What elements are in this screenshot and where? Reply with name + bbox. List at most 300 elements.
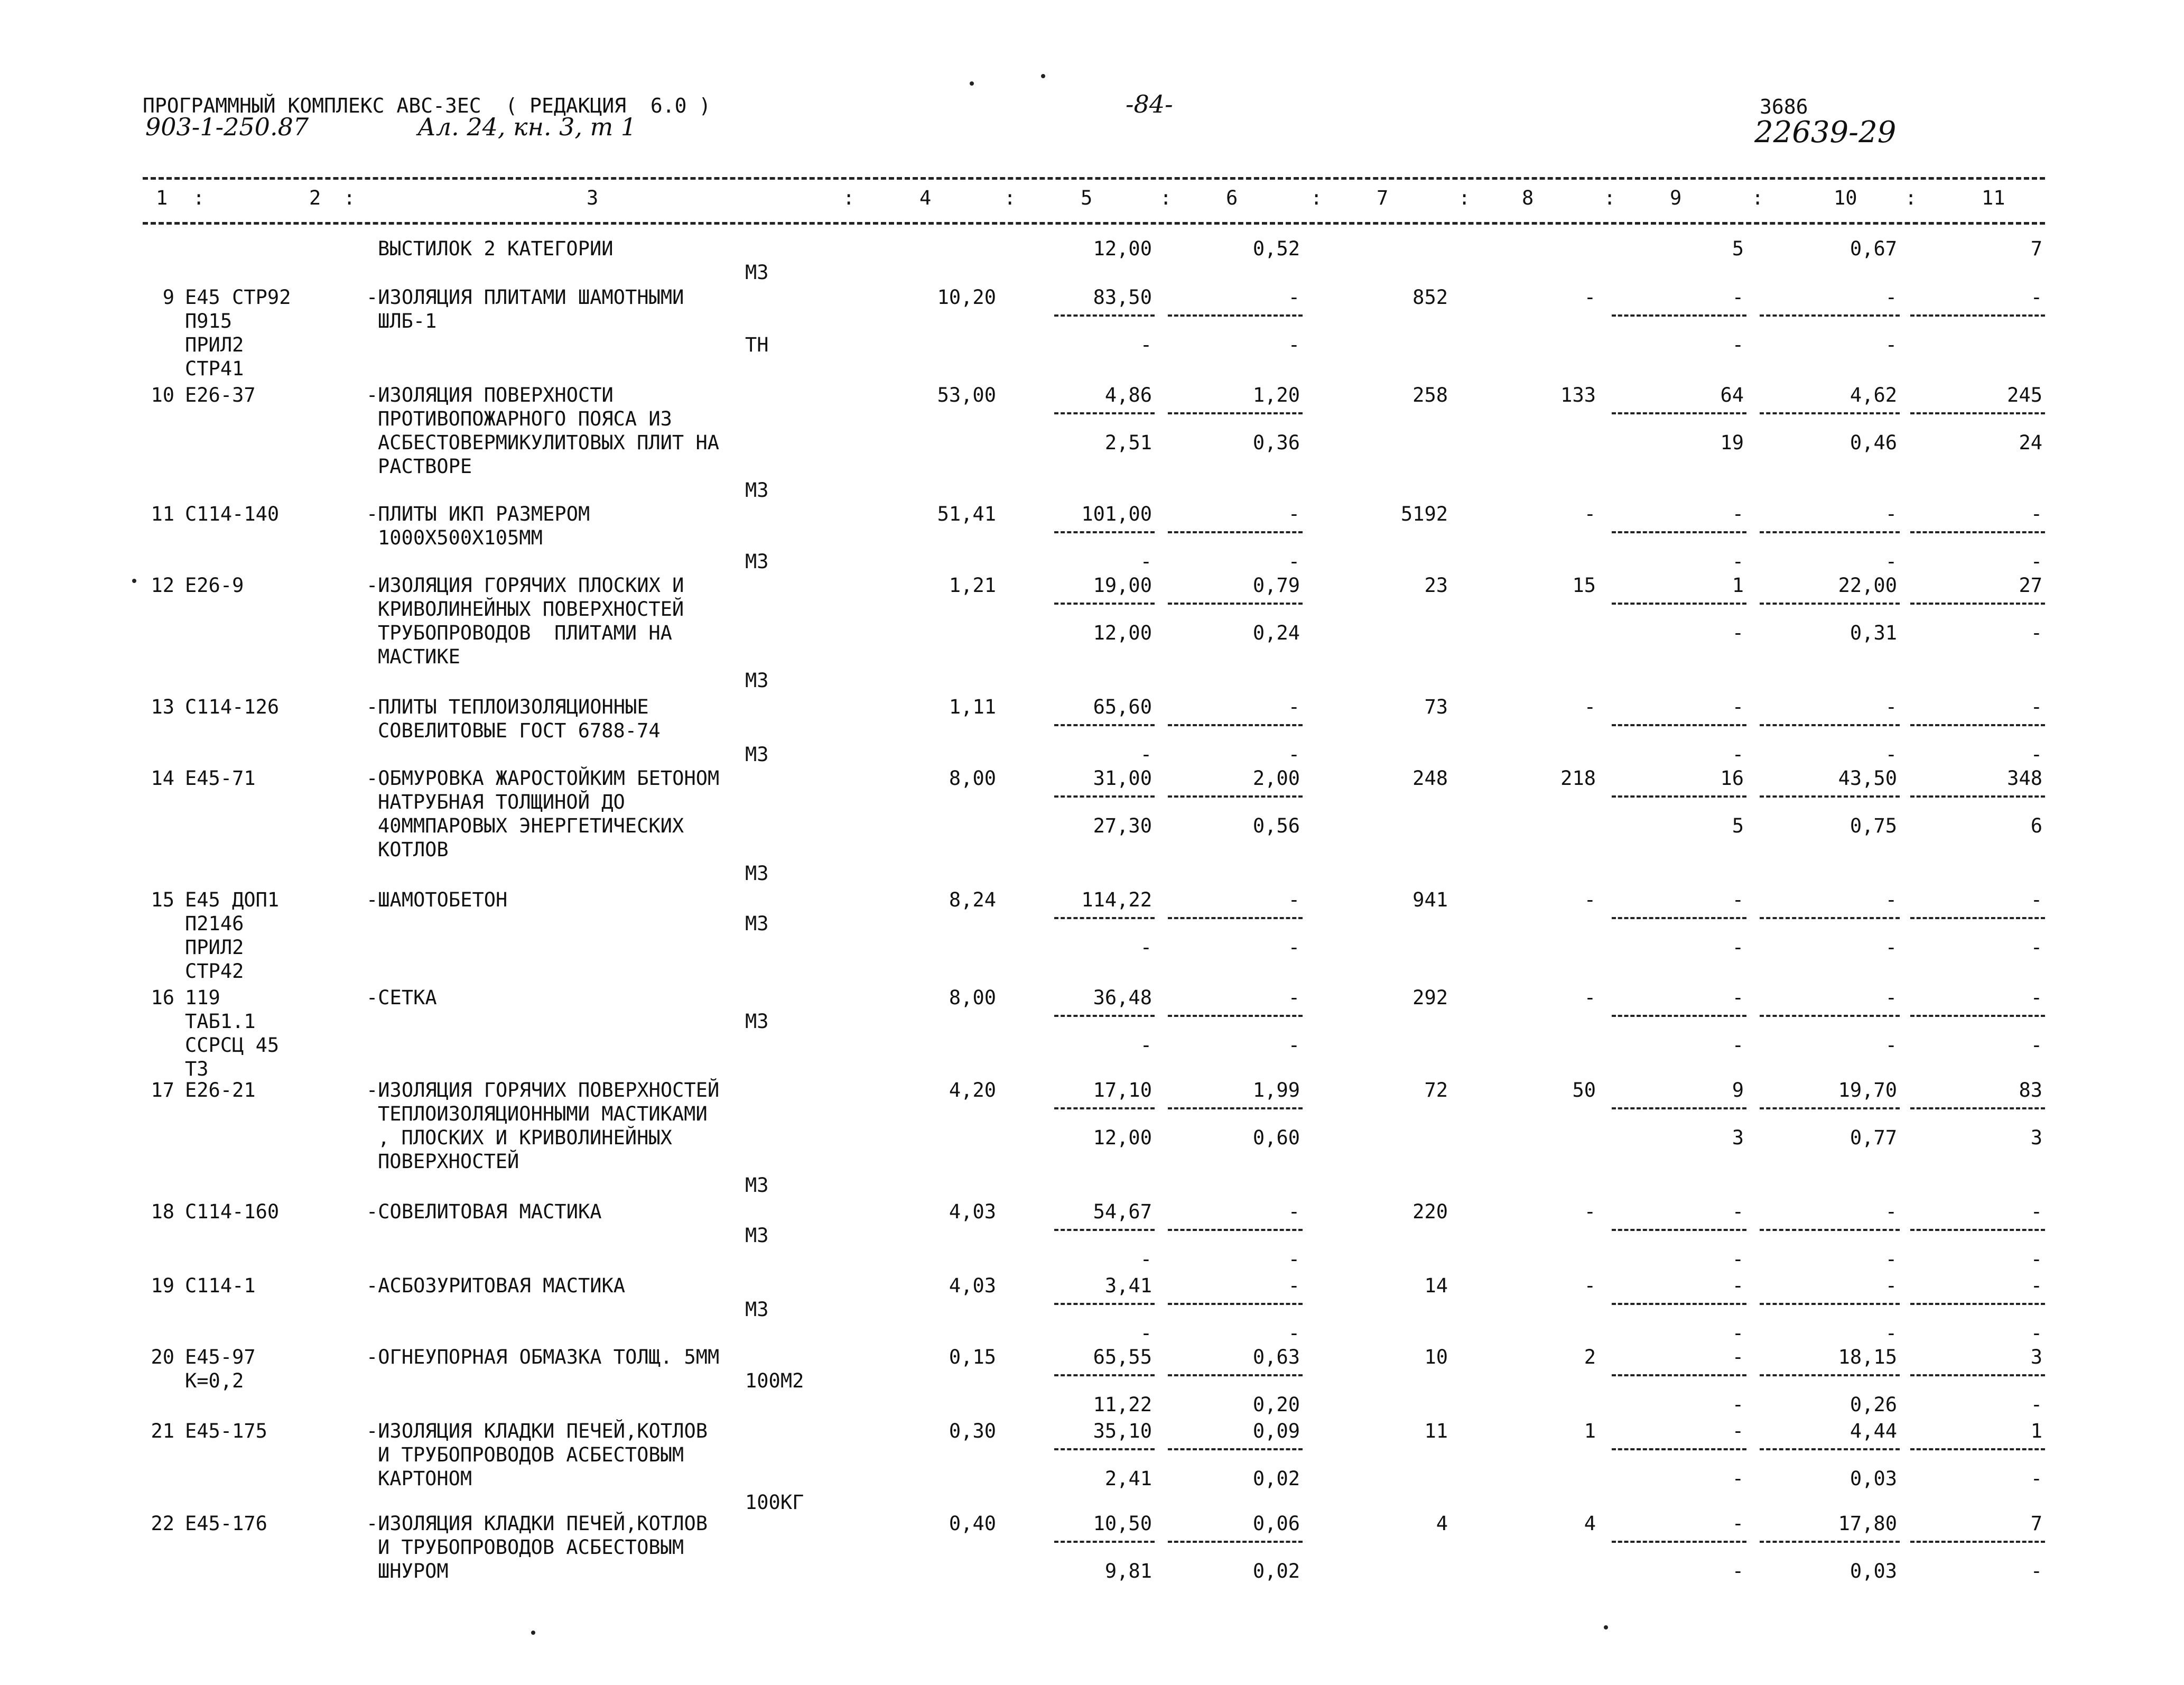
row-number: 13: [151, 696, 174, 718]
subtotal-rule: [1760, 1448, 1900, 1450]
subtotal-rule: [1054, 917, 1155, 919]
subtotal-rule: [1760, 1229, 1900, 1231]
labor-total: 3: [2030, 1346, 2042, 1368]
machine-wages: -: [1732, 334, 1744, 356]
unit-cost-wages: 0,63: [1252, 1346, 1300, 1368]
labor-machinists-total: 6: [2030, 814, 2042, 837]
unit-cost-total: 101,00: [1081, 503, 1152, 525]
column-number: 10: [1834, 187, 1857, 209]
labor-machinists-unit: 0,03: [1850, 1560, 1897, 1582]
labor-total: -: [2030, 696, 2042, 718]
subtotal-rule: [1054, 1448, 1155, 1450]
unit-cost-machine-share: 0,02: [1252, 1560, 1300, 1582]
column-number: 5: [1081, 187, 1093, 209]
labor-total: -: [2030, 286, 2042, 309]
subtotal-rule: [1760, 1107, 1900, 1109]
unit-cost-wages-share: -: [1140, 936, 1152, 959]
work-description: И ТРУБОПРОВОДОВ АСБЕСТОВЫМ: [378, 1536, 684, 1559]
unit-cost-total: 12,00: [1093, 237, 1152, 260]
subtotal-rule: [1054, 1015, 1155, 1017]
machine-cost: -: [1732, 1274, 1744, 1297]
labor-machinists-total: -: [2030, 1322, 2042, 1345]
norm-code: С114-140: [185, 503, 280, 525]
quantity: 10,20: [937, 286, 996, 309]
column-separator: :: [343, 187, 356, 209]
header-rule-bottom: [143, 222, 2045, 225]
work-description: -ПЛИТЫ ИКП РАЗМЕРОМ: [366, 503, 590, 525]
column-number: 6: [1226, 187, 1238, 209]
norm-code: ПРИЛ2: [185, 334, 244, 356]
norm-code: С114-1: [185, 1274, 256, 1297]
machine-cost: 64: [1720, 384, 1744, 406]
work-description: -ИЗОЛЯЦИЯ ГОРЯЧИХ ПЛОСКИХ И: [366, 574, 684, 597]
subtotal-rule: [1168, 603, 1303, 605]
subtotal-rule: [1910, 1448, 2045, 1450]
quantity: 1,11: [949, 696, 996, 718]
labor-total: -: [2030, 888, 2042, 911]
subtotal-rule: [1910, 603, 2045, 605]
quantity: 51,41: [937, 503, 996, 525]
subtotal-rule: [1168, 1541, 1303, 1543]
unit-cost-wages: -: [1288, 1200, 1300, 1223]
work-description: -ОБМУРОВКА ЖАРОСТОЙКИМ БЕТОНОМ: [366, 767, 720, 790]
labor-total: 245: [2007, 384, 2042, 406]
subtotal-rule: [1612, 603, 1746, 605]
wages-cost: 4: [1584, 1512, 1596, 1535]
unit-cost-machine-share: 0,56: [1252, 814, 1300, 837]
subtotal-rule: [1612, 1541, 1746, 1543]
norm-code: ССРСЦ 45: [185, 1034, 280, 1057]
norm-code: ТАБ1.1: [185, 1010, 256, 1033]
unit-cost-wages: 0,52: [1252, 237, 1300, 260]
quantity: 53,00: [937, 384, 996, 406]
machine-wages: -: [1732, 1467, 1744, 1490]
quantity: 0,40: [949, 1512, 996, 1535]
unit-cost-total: 65,60: [1093, 696, 1152, 718]
work-description: -ПЛИТЫ ТЕПЛОИЗОЛЯЦИОННЫЕ: [366, 696, 649, 718]
labor-machinists-unit: -: [1885, 1322, 1897, 1345]
subtotal-rule: [1612, 314, 1746, 317]
unit-cost-wages-share: -: [1140, 743, 1152, 766]
column-number: 7: [1377, 187, 1389, 209]
labor-machinists-unit: 0,77: [1850, 1126, 1897, 1149]
work-description: -АСБОЗУРИТОВАЯ МАСТИКА: [366, 1274, 626, 1297]
subtotal-rule: [1760, 1303, 1900, 1305]
work-description: , ПЛОСКИХ И КРИВОЛИНЕЙНЫХ: [378, 1126, 672, 1149]
labor-machinists-total: -: [2030, 1248, 2042, 1271]
wages-cost: 133: [1560, 384, 1596, 406]
work-description: ПРОТИВОПОЖАРНОГО ПОЯСА ИЗ: [378, 408, 672, 430]
unit-cost-total: 36,48: [1093, 986, 1152, 1009]
unit-cost-total: 65,55: [1093, 1346, 1152, 1368]
work-description: -ИЗОЛЯЦИЯ ПЛИТАМИ ШАМОТНЫМИ: [366, 286, 684, 309]
doc-reference: Ал. 24, кн. 3, т 1: [417, 113, 637, 141]
unit-cost-total: 31,00: [1093, 767, 1152, 790]
column-number: 2: [309, 187, 321, 209]
labor-per-unit: 4,44: [1850, 1420, 1897, 1442]
work-description: НАТРУБНАЯ ТОЛЩИНОЙ ДО: [378, 791, 625, 813]
unit-cost-total: 54,67: [1093, 1200, 1152, 1223]
unit-cost-machine-share: 0,24: [1252, 622, 1300, 644]
subtotal-rule: [1054, 795, 1155, 798]
total-cost: 852: [1412, 286, 1448, 309]
norm-code: К=0,2: [185, 1369, 244, 1392]
subtotal-rule: [1168, 1229, 1303, 1231]
total-cost: 5192: [1400, 503, 1448, 525]
work-description: -ШАМОТОБЕТОН: [366, 888, 508, 911]
norm-code: П915: [185, 310, 233, 332]
unit: 100М2: [745, 1369, 804, 1392]
work-description: -ОГНЕУПОРНАЯ ОБМАЗКА ТОЛЩ. 5ММ: [366, 1346, 720, 1368]
subtotal-rule: [1910, 531, 2045, 533]
work-description: ВЫСТИЛОК 2 КАТЕГОРИИ: [378, 237, 614, 260]
machine-wages: -: [1732, 1393, 1744, 1416]
scan-speck: [970, 81, 974, 86]
norm-code: Е45-97: [185, 1346, 256, 1368]
unit-cost-wages: -: [1288, 986, 1300, 1009]
machine-cost: -: [1732, 986, 1744, 1009]
unit-cost-total: 3,41: [1104, 1274, 1152, 1297]
work-description: -ИЗОЛЯЦИЯ ПОВЕРХНОСТИ: [366, 384, 614, 406]
subtotal-rule: [1910, 314, 2045, 317]
machine-wages: -: [1732, 936, 1744, 959]
unit: М3: [745, 1298, 769, 1321]
subtotal-rule: [1612, 531, 1746, 533]
labor-machinists-unit: -: [1885, 743, 1897, 766]
wages-cost: -: [1584, 286, 1596, 309]
norm-code: Е45-176: [185, 1512, 267, 1535]
labor-machinists-total: -: [2030, 1034, 2042, 1057]
subtotal-rule: [1612, 724, 1746, 726]
unit-cost-wages: -: [1288, 286, 1300, 309]
total-cost: 23: [1424, 574, 1448, 597]
row-number: 15: [151, 888, 174, 911]
unit-cost-machine-share: -: [1288, 334, 1300, 356]
unit-cost-machine-share: -: [1288, 1248, 1300, 1271]
wages-cost: 218: [1560, 767, 1596, 790]
work-description: АСБЕСТОВЕРМИКУЛИТОВЫХ ПЛИТ НА: [378, 431, 720, 454]
column-number: 11: [1982, 187, 2005, 209]
labor-per-unit: 43,50: [1838, 767, 1897, 790]
unit-cost-total: 17,10: [1093, 1079, 1152, 1101]
unit-cost-total: 35,10: [1093, 1420, 1152, 1442]
unit: М3: [745, 669, 769, 692]
subtotal-rule: [1760, 1374, 1900, 1376]
row-number: 18: [151, 1200, 174, 1223]
unit-cost-machine-share: -: [1288, 1322, 1300, 1345]
labor-total: 348: [2007, 767, 2042, 790]
subtotal-rule: [1910, 1303, 2045, 1305]
unit: М3: [745, 743, 769, 766]
unit-cost-machine-share: 0,36: [1252, 431, 1300, 454]
machine-wages: 19: [1720, 431, 1744, 454]
wages-cost: 50: [1572, 1079, 1596, 1101]
subtotal-rule: [1612, 795, 1746, 798]
wages-cost: -: [1584, 1200, 1596, 1223]
work-description: РАСТВОРЕ: [378, 455, 472, 478]
work-description: -ИЗОЛЯЦИЯ ГОРЯЧИХ ПОВЕРХНОСТЕЙ: [366, 1079, 720, 1101]
machine-wages: -: [1732, 622, 1744, 644]
labor-per-unit: -: [1885, 888, 1897, 911]
subtotal-rule: [1054, 603, 1155, 605]
work-description: И ТРУБОПРОВОДОВ АСБЕСТОВЫМ: [378, 1443, 684, 1466]
labor-total: -: [2030, 1200, 2042, 1223]
machine-cost: 9: [1732, 1079, 1744, 1101]
column-separator: :: [1458, 187, 1471, 209]
scan-speck: [531, 1631, 535, 1635]
norm-code: Т3: [185, 1058, 209, 1080]
machine-wages: -: [1732, 1322, 1744, 1345]
column-separator: :: [1752, 187, 1764, 209]
wages-cost: 2: [1584, 1346, 1596, 1368]
total-cost: 10: [1424, 1346, 1448, 1368]
labor-machinists-unit: 0,31: [1850, 622, 1897, 644]
quantity: 8,24: [949, 888, 996, 911]
row-number: 17: [151, 1079, 174, 1101]
quantity: 4,03: [949, 1200, 996, 1223]
subtotal-rule: [1760, 795, 1900, 798]
quantity: 4,03: [949, 1274, 996, 1297]
subtotal-rule: [1760, 724, 1900, 726]
machine-cost: -: [1732, 1420, 1744, 1442]
scan-speck: [132, 579, 136, 583]
unit-cost-wages-share: -: [1140, 1034, 1152, 1057]
norm-code: Е26-21: [185, 1079, 256, 1101]
work-description: КРИВОЛИНЕЙНЫХ ПОВЕРХНОСТЕЙ: [378, 598, 684, 621]
unit-cost-wages: -: [1288, 503, 1300, 525]
labor-per-unit: -: [1885, 986, 1897, 1009]
norm-code: СТР41: [185, 357, 244, 380]
subtotal-rule: [1910, 795, 2045, 798]
unit-cost-wages: -: [1288, 1274, 1300, 1297]
column-separator: :: [1604, 187, 1616, 209]
subtotal-rule: [1612, 1015, 1746, 1017]
subtotal-rule: [1054, 1303, 1155, 1305]
machine-wages: -: [1732, 1248, 1744, 1271]
unit-cost-wages: -: [1288, 696, 1300, 718]
total-cost: 73: [1424, 696, 1448, 718]
subtotal-rule: [1612, 1303, 1746, 1305]
unit-cost-wages-share: 27,30: [1093, 814, 1152, 837]
wages-cost: 1: [1584, 1420, 1596, 1442]
subtotal-rule: [1054, 1107, 1155, 1109]
unit-cost-wages-share: 2,51: [1104, 431, 1152, 454]
work-description: 40ММПАРОВЫХ ЭНЕРГЕТИЧЕСКИХ: [378, 814, 684, 837]
row-number: 14: [151, 767, 174, 790]
subtotal-rule: [1760, 412, 1900, 414]
labor-per-unit: -: [1885, 1200, 1897, 1223]
total-cost: 292: [1412, 986, 1448, 1009]
unit-cost-wages-share: -: [1140, 334, 1152, 356]
labor-machinists-unit: -: [1885, 1248, 1897, 1271]
machine-wages: 3: [1732, 1126, 1744, 1149]
column-number: 1: [156, 187, 168, 209]
subtotal-rule: [1612, 1229, 1746, 1231]
unit-cost-machine-share: 0,02: [1252, 1467, 1300, 1490]
labor-total: 83: [2019, 1079, 2042, 1101]
quantity: 1,21: [949, 574, 996, 597]
unit-cost-wages-share: -: [1140, 1248, 1152, 1271]
column-number: 4: [919, 187, 932, 209]
subtotal-rule: [1168, 795, 1303, 798]
unit: 100КГ: [745, 1491, 804, 1514]
labor-machinists-total: -: [2030, 1560, 2042, 1582]
norm-code: С114-160: [185, 1200, 280, 1223]
work-description: ШЛБ-1: [378, 310, 437, 332]
work-description: 1000Х500Х105ММ: [378, 526, 543, 549]
labor-per-unit: 18,15: [1838, 1346, 1897, 1368]
work-description: КОТЛОВ: [378, 838, 449, 861]
column-separator: :: [1160, 187, 1172, 209]
labor-machinists-total: -: [2030, 1467, 2042, 1490]
unit-cost-wages: 0,09: [1252, 1420, 1300, 1442]
subtotal-rule: [1910, 917, 2045, 919]
machine-cost: 16: [1720, 767, 1744, 790]
machine-wages: -: [1732, 550, 1744, 573]
subtotal-rule: [1054, 314, 1155, 317]
subtotal-rule: [1054, 1229, 1155, 1231]
subtotal-rule: [1760, 314, 1900, 317]
labor-per-unit: -: [1885, 1274, 1897, 1297]
row-number: 21: [151, 1420, 174, 1442]
column-separator: :: [1905, 187, 1917, 209]
subtotal-rule: [1054, 531, 1155, 533]
subtotal-rule: [1612, 1374, 1746, 1376]
work-description: МАСТИКЕ: [378, 645, 460, 668]
column-separator: :: [1004, 187, 1016, 209]
subtotal-rule: [1054, 724, 1155, 726]
labor-per-unit: 22,00: [1838, 574, 1897, 597]
doc-code: 903-1-250.87: [145, 113, 309, 141]
row-number: 9: [162, 286, 174, 309]
subtotal-rule: [1910, 1015, 2045, 1017]
machine-wages: -: [1732, 743, 1744, 766]
total-cost: 220: [1412, 1200, 1448, 1223]
labor-machinists-total: -: [2030, 743, 2042, 766]
total-cost: 4: [1436, 1512, 1448, 1535]
labor-per-unit: -: [1885, 503, 1897, 525]
machine-cost: 5: [1732, 237, 1744, 260]
machine-cost: -: [1732, 888, 1744, 911]
unit-cost-machine-share: 0,20: [1252, 1393, 1300, 1416]
column-separator: :: [193, 187, 205, 209]
quantity: 8,00: [949, 986, 996, 1009]
subtotal-rule: [1760, 1015, 1900, 1017]
subtotal-rule: [1168, 724, 1303, 726]
labor-machinists-total: -: [2030, 1393, 2042, 1416]
labor-total: 7: [2030, 237, 2042, 260]
unit: ТН: [745, 334, 769, 356]
quantity: 0,30: [949, 1420, 996, 1442]
labor-machinists-total: -: [2030, 622, 2042, 644]
machine-wages: 5: [1732, 814, 1744, 837]
labor-total: 1: [2030, 1420, 2042, 1442]
unit-cost-wages: -: [1288, 888, 1300, 911]
subtotal-rule: [1910, 1229, 2045, 1231]
subtotal-rule: [1168, 1374, 1303, 1376]
labor-total: -: [2030, 986, 2042, 1009]
subtotal-rule: [1612, 917, 1746, 919]
unit-cost-wages-share: 12,00: [1093, 622, 1152, 644]
labor-machinists-unit: -: [1885, 1034, 1897, 1057]
total-cost: 941: [1412, 888, 1448, 911]
unit-cost-wages-share: 12,00: [1093, 1126, 1152, 1149]
norm-code: П2146: [185, 912, 244, 935]
subtotal-rule: [1168, 1303, 1303, 1305]
scan-speck: [1604, 1625, 1608, 1630]
subtotal-rule: [1168, 1448, 1303, 1450]
unit: М3: [745, 1010, 769, 1033]
labor-per-unit: 4,62: [1850, 384, 1897, 406]
column-number: 3: [587, 187, 599, 209]
labor-per-unit: 0,67: [1850, 237, 1897, 260]
machine-cost: -: [1732, 503, 1744, 525]
subtotal-rule: [1168, 412, 1303, 414]
subtotal-rule: [1612, 1448, 1746, 1450]
subtotal-rule: [1760, 917, 1900, 919]
unit-cost-wages-share: -: [1140, 1322, 1152, 1345]
work-description: ТРУБОПРОВОДОВ ПЛИТАМИ НА: [378, 622, 672, 644]
unit-cost-wages-share: 2,41: [1104, 1467, 1152, 1490]
row-number: 11: [151, 503, 174, 525]
row-number: 10: [151, 384, 174, 406]
total-cost: 11: [1424, 1420, 1448, 1442]
quantity: 0,15: [949, 1346, 996, 1368]
total-cost: 72: [1424, 1079, 1448, 1101]
subtotal-rule: [1612, 412, 1746, 414]
work-description: ПОВЕРХНОСТЕЙ: [378, 1150, 519, 1173]
machine-cost: -: [1732, 1346, 1744, 1368]
labor-machinists-unit: 0,26: [1850, 1393, 1897, 1416]
labor-per-unit: 17,80: [1838, 1512, 1897, 1535]
work-description: -ИЗОЛЯЦИЯ КЛАДКИ ПЕЧЕЙ,КОТЛОВ: [366, 1420, 708, 1442]
work-description: КАРТОНОМ: [378, 1467, 472, 1490]
unit-cost-total: 83,50: [1093, 286, 1152, 309]
subtotal-rule: [1910, 412, 2045, 414]
norm-code: Е45-71: [185, 767, 256, 790]
subtotal-rule: [1168, 1107, 1303, 1109]
labor-machinists-total: -: [2030, 936, 2042, 959]
unit-cost-total: 4,86: [1104, 384, 1152, 406]
work-description: ШНУРОМ: [378, 1560, 449, 1582]
wages-cost: -: [1584, 986, 1596, 1009]
scan-speck: [1041, 74, 1045, 78]
top-right-code: 3686: [1760, 95, 1808, 118]
subtotal-rule: [1168, 1015, 1303, 1017]
norm-code: Е45 СТР92: [185, 286, 291, 309]
work-description: -ИЗОЛЯЦИЯ КЛАДКИ ПЕЧЕЙ,КОТЛОВ: [366, 1512, 708, 1535]
subtotal-rule: [1054, 412, 1155, 414]
machine-cost: -: [1732, 1200, 1744, 1223]
machine-wages: -: [1732, 1034, 1744, 1057]
subtotal-rule: [1760, 531, 1900, 533]
labor-per-unit: -: [1885, 696, 1897, 718]
unit-cost-wages: 1,99: [1252, 1079, 1300, 1101]
row-number: 20: [151, 1346, 174, 1368]
labor-per-unit: 19,70: [1838, 1079, 1897, 1101]
column-separator: :: [843, 187, 855, 209]
norm-code: 119: [185, 986, 220, 1009]
unit-cost-wages-share: 9,81: [1104, 1560, 1152, 1582]
labor-total: 27: [2019, 574, 2042, 597]
wages-cost: -: [1584, 503, 1596, 525]
unit-cost-total: 10,50: [1093, 1512, 1152, 1535]
labor-machinists-unit: -: [1885, 550, 1897, 573]
quantity: 4,20: [949, 1079, 996, 1101]
norm-code: Е45 ДОП1: [185, 888, 280, 911]
subtotal-rule: [1168, 917, 1303, 919]
labor-total: 7: [2030, 1512, 2042, 1535]
